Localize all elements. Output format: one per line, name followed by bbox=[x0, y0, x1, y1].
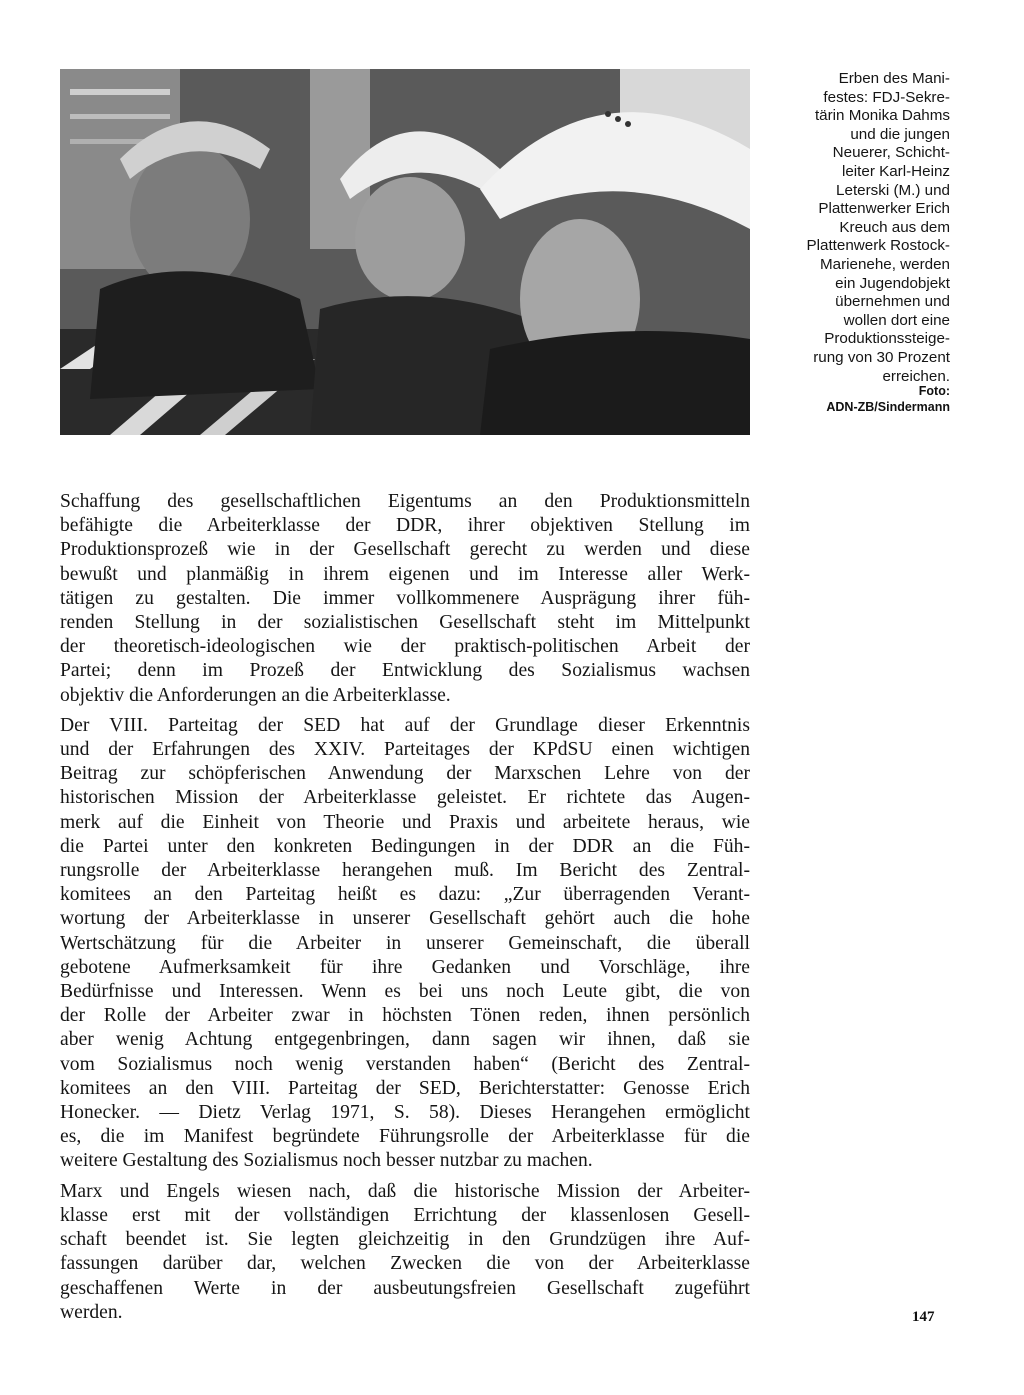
text-line: der theoretisch-ideologischen wie der praktisch-politischen Arbeit der bbox=[60, 636, 750, 658]
text-line: wortung der Arbeiterklasse in unserer Gesellschaft gehört auch die hohe bbox=[60, 908, 750, 930]
text-line: renden Stellung in der sozialistischen Gesellschaft steht im Mittelpunkt bbox=[60, 612, 750, 634]
text-line: komitees an den Parteitag heißt es dazu: „Zur überragenden Verant- bbox=[60, 884, 750, 906]
caption-line: Leterski (M.) und bbox=[836, 181, 950, 199]
text-line: werden. bbox=[60, 1301, 123, 1323]
text-line: vom Sozialismus noch wenig verstanden haben“ (Bericht des Zentral- bbox=[60, 1053, 750, 1075]
text-line: und der Erfahrungen des XXIV. Parteitages der KPdSU einen wichtigen bbox=[60, 739, 750, 761]
photo-image bbox=[60, 69, 750, 435]
text-line: gebotene Aufmerksamkeit für ihre Gedanken und Vorschläge, ihre bbox=[60, 956, 750, 978]
photo-caption bbox=[770, 70, 950, 386]
caption-line: erreichen. bbox=[882, 367, 950, 385]
credit-source: ADN-ZB/Sindermann bbox=[826, 399, 950, 414]
page-number: 147 bbox=[912, 1309, 935, 1325]
text-line: fassungen darüber dar, welchen Zwecken die von der Arbeiterklasse bbox=[60, 1253, 750, 1275]
text-line: Schaffung des gesellschaftlichen Eigentums an den Produktionsmitteln bbox=[60, 491, 750, 512]
paragraph-3 bbox=[60, 1180, 750, 1325]
text-line: weitere Gestaltung des Sozialismus noch besser nutzbar zu machen. bbox=[60, 1150, 593, 1172]
text-line: tätigen zu gestalten. Die immer vollkommenere Ausprägung ihrer füh- bbox=[60, 587, 750, 609]
text-line: die Partei unter den konkreten Bedingungen in der DDR an die Füh- bbox=[60, 835, 750, 857]
caption-line: tärin Monika Dahms bbox=[814, 107, 950, 125]
text-line: bewußt und planmäßig in ihrem eigenen und im Interesse aller Werk- bbox=[60, 563, 750, 585]
text-line: Bedürfnisse und Interessen. Wenn es bei uns noch Leute gibt, die von bbox=[60, 981, 750, 1003]
text-line: Beitrag zur schöpferischen Anwendung der Marxschen Lehre von der bbox=[60, 763, 750, 785]
photo-workers-hardhats bbox=[60, 69, 750, 435]
caption-line: wollen dort eine bbox=[843, 311, 950, 329]
text-line: merk auf die Einheit von Theorie und Praxis und arbeitete heraus, wie bbox=[60, 811, 750, 833]
text-line: historischen Mission der Arbeiterklasse geleistet. Er richtete das Augen- bbox=[60, 787, 750, 809]
caption-line: Plattenwerk Rostock- bbox=[806, 237, 950, 255]
caption-line: rung von 30 Prozent bbox=[813, 348, 950, 366]
caption-line: Marienehe, werden bbox=[819, 255, 950, 273]
text-line: Der VIII. Parteitag der SED hat auf der Grundlage dieser Erkenntnis bbox=[60, 714, 750, 736]
caption-line: Produktionssteige- bbox=[824, 330, 950, 348]
text-line: Honecker. — Dietz Verlag 1971, S. 58). Dieses Herangehen ermöglicht bbox=[60, 1102, 750, 1124]
caption-line: Kreuch aus dem bbox=[839, 218, 950, 236]
text-line: klasse erst mit der vollständigen Errichtung der klassenlosen Gesell- bbox=[60, 1204, 750, 1226]
caption-line: Plattenwerker Erich bbox=[818, 200, 950, 218]
caption-line: übernehmen und bbox=[835, 293, 950, 311]
text-line: objektiv die Anforderungen an die Arbeiterklasse. bbox=[60, 684, 451, 706]
text-line: aber wenig Achtung entgegenbringen, dann sagen wir ihnen, daß sie bbox=[60, 1029, 750, 1051]
text-line: schaft beendet ist. Sie legten gleichzeitig in den Grundzügen ihre Auf- bbox=[60, 1229, 750, 1251]
text-line: Wertschätzung für die Arbeiter in unserer Gemeinschaft, die überall bbox=[60, 932, 750, 954]
caption-line: und die jungen bbox=[850, 125, 950, 143]
text-line: geschaffenen Werte in der ausbeutungsfreien Gesellschaft zugeführt bbox=[60, 1277, 750, 1299]
credit-label: Foto: bbox=[918, 384, 950, 398]
text-line: befähigte die Arbeiterklasse der DDR, ihrer objektiven Stellung im bbox=[60, 515, 750, 537]
text-line: Marx und Engels wiesen nach, daß die historische Mission der Arbeiter- bbox=[60, 1180, 750, 1202]
caption-line: Erben des Mani- bbox=[838, 70, 950, 87]
text-line: Partei; denn im Prozeß der Entwicklung des Sozialismus wachsen bbox=[60, 660, 750, 682]
caption-line: leiter Karl-Heinz bbox=[841, 162, 950, 180]
text-line: rungsrolle der Arbeiterklasse herangehen muß. Im Bericht des Zentral- bbox=[60, 860, 750, 882]
text-line: es, die im Manifest begründete Führungsrolle der Arbeiterklasse für die bbox=[60, 1126, 750, 1148]
text-line: Produktionsprozeß wie in der Gesellschaft gerecht zu werden und diese bbox=[60, 539, 750, 561]
text-line: komitees an den VIII. Parteitag der SED, Berichterstatter: Genosse Erich bbox=[60, 1077, 750, 1099]
caption-line: festes: FDJ-Sekre- bbox=[823, 88, 950, 106]
photo-credit bbox=[770, 384, 950, 415]
paragraph-1 bbox=[60, 490, 750, 708]
body-text bbox=[60, 490, 750, 1331]
caption-line: ein Jugendobjekt bbox=[835, 274, 950, 292]
caption-line: Neuerer, Schicht- bbox=[832, 144, 950, 162]
paragraph-2 bbox=[60, 714, 750, 1174]
text-line: der Rolle der Arbeiter zwar in höchsten Tönen reden, ihnen persönlich bbox=[60, 1005, 750, 1027]
